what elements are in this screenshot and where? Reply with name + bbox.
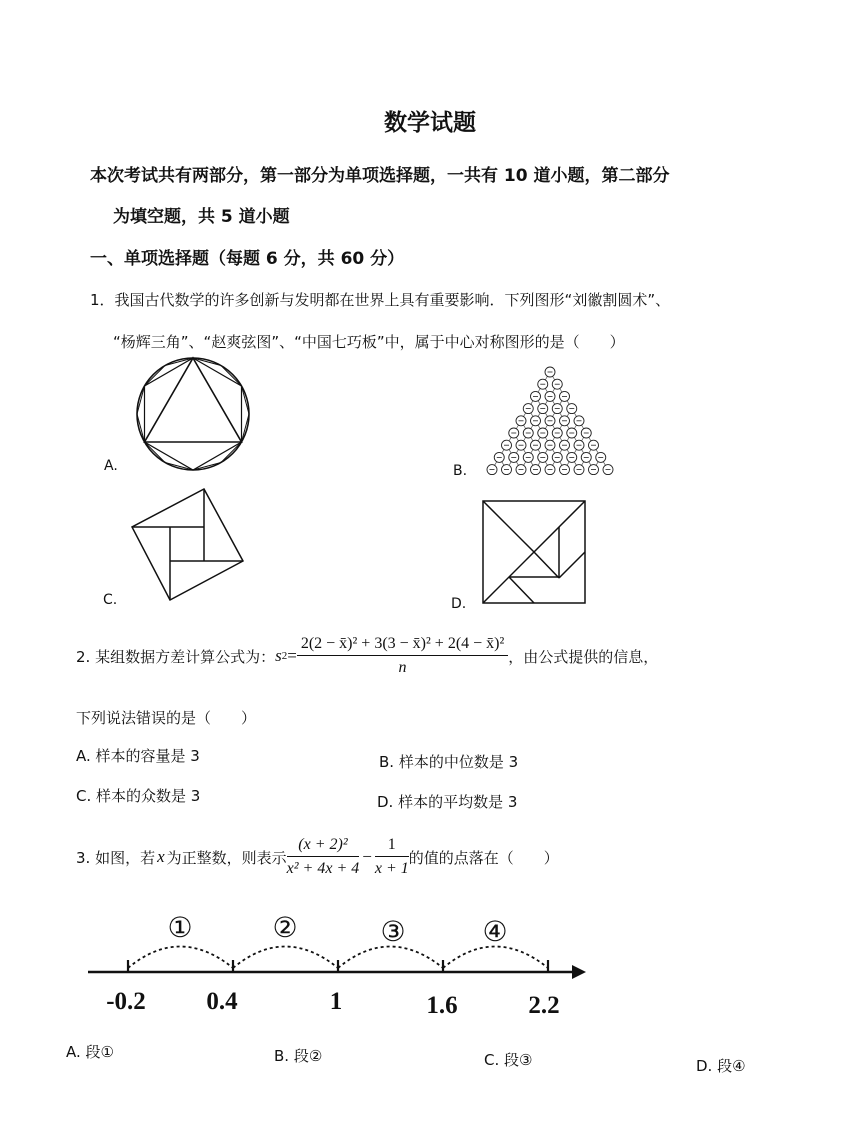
q3-option-b[interactable]: B. 段② — [274, 1047, 323, 1065]
q2-option-d[interactable]: D. 样本的平均数是 3 — [377, 793, 518, 811]
q2-numerator: 2(2 − x̄)² + 3(3 − x̄)² + 2(4 − x̄)² — [297, 635, 508, 656]
q2-option-a[interactable]: A. 样本的容量是 3 — [76, 747, 200, 765]
q1-line-1: 1．我国古代数学的许多创新与发明都在世界上具有重要影响．下列图形“刘徽割圆术”、 — [90, 291, 671, 309]
segment-label-4: ④ — [482, 915, 508, 948]
tick-label-3: 1 — [329, 988, 343, 1015]
q3-option-a[interactable]: A. 段① — [66, 1043, 114, 1061]
q1-label-c: C. — [103, 592, 118, 608]
q2-line-1 — [76, 635, 658, 677]
segment-label-3: ③ — [380, 915, 406, 948]
q2-variance-symbol: s — [275, 646, 282, 665]
q2-option-c[interactable]: C. 样本的众数是 3 — [76, 787, 201, 805]
q2-prefix: 2. 某组数据方差计算公式为： — [76, 647, 276, 666]
q1-label-b: B. — [453, 463, 468, 479]
q2-line-2: 下列说法错误的是（ ） — [76, 709, 257, 727]
q2-equals: = — [287, 646, 297, 665]
q3-option-d[interactable]: D. 段④ — [696, 1057, 746, 1075]
tick-label-4: 1.6 — [426, 992, 458, 1019]
q3-prefix: 3. 如图，若 — [76, 848, 156, 867]
figure-tangram — [482, 500, 586, 604]
q1-line-2: “杨辉三角”、“赵爽弦图”、“中国七巧板”中，属于中心对称图形的是（ ） — [113, 333, 625, 351]
q3-option-c[interactable]: C. 段③ — [484, 1051, 533, 1069]
intro-line-1: 本次考试共有两部分，第一部分为单项选择题，一共有 10 道小题，第二部分 — [90, 166, 670, 186]
q2-variance-exponent: 2 — [281, 650, 288, 662]
q3-frac1-denominator: x² + 4x + 4 — [286, 860, 360, 877]
q3-minus: − — [362, 847, 372, 866]
q3-line-1 — [76, 836, 559, 878]
section-heading: 一、单项选择题（每题 6 分，共 60 分） — [90, 249, 405, 269]
figure-zhaoshuang-diagram — [130, 487, 245, 605]
q3-number-line — [0, 905, 860, 1035]
figure-yanghui-triangle — [478, 366, 628, 481]
figure-liuhui-circle — [135, 357, 253, 475]
tick-label-2: 0.4 — [206, 988, 238, 1015]
q3-frac2-numerator: 1 — [375, 836, 409, 857]
q3-variable: x — [157, 847, 165, 866]
intro-line-2: 为填空题，共 5 道小题 — [113, 207, 290, 227]
q3-mid: 为正整数，则表示 — [166, 848, 287, 867]
tick-label-1: -0.2 — [106, 988, 146, 1015]
q1-label-a: A. — [104, 458, 118, 474]
segment-label-1: ① — [167, 911, 193, 944]
segment-label-2: ② — [272, 911, 298, 944]
q2-variance-fraction — [297, 635, 508, 677]
page-title: 数学试题 — [384, 110, 476, 136]
q3-frac1-numerator: (x + 2)² — [287, 836, 360, 857]
q2-denominator: n — [398, 659, 407, 676]
q2-suffix: ，由公式提供的信息， — [508, 647, 659, 666]
tick-label-5: 2.2 — [528, 992, 560, 1019]
q2-option-b[interactable]: B. 样本的中位数是 3 — [379, 753, 519, 771]
q3-frac2-denominator: x + 1 — [374, 860, 409, 877]
q1-label-d: D. — [451, 596, 467, 612]
q3-fraction-1 — [287, 836, 360, 878]
q3-fraction-2 — [375, 836, 409, 878]
q3-suffix: 的值的点落在（ ） — [408, 848, 559, 867]
